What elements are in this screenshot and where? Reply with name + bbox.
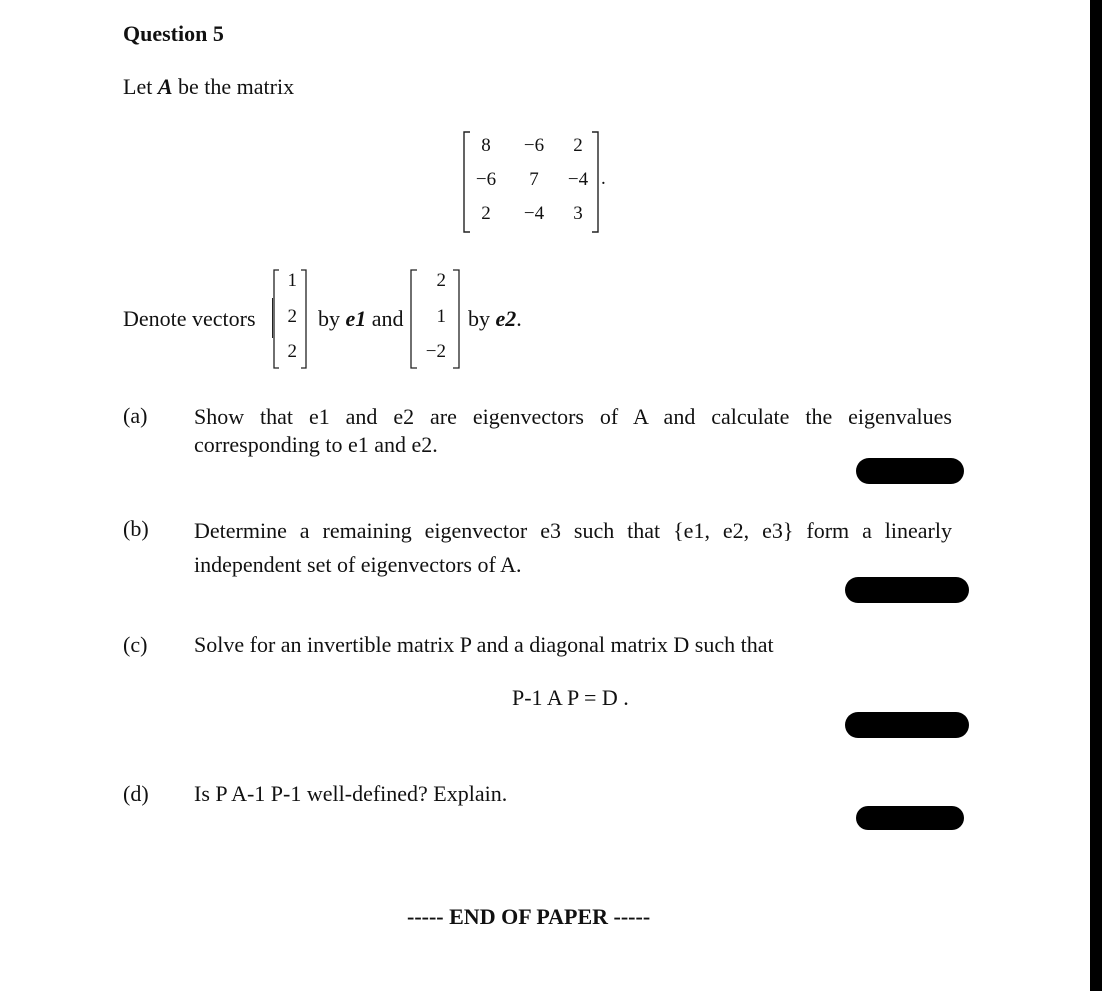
redaction-mark <box>845 712 969 738</box>
matrix-a <box>462 130 622 234</box>
vector-e1-cell: 2 <box>287 341 297 362</box>
redaction-mark <box>856 458 964 484</box>
part-c-equation: P-1 A P = D . <box>512 685 629 710</box>
by-e2 <box>468 306 522 332</box>
part-d-text: Is P A-1 P-1 well-defined? Explain. <box>194 781 508 806</box>
vector-e1-cell: 1 <box>287 270 297 291</box>
e1-label: e1 <box>345 306 367 331</box>
part-b-text-content: Determine a remaining eigenvector e3 such that {e1, e2, e3} form a linearly independent set of eigenvectors of A. <box>194 518 952 577</box>
part-a-label: (a) <box>123 403 148 428</box>
vector-e1-cell: 2 <box>287 306 297 327</box>
vector-e2-cell: 1 <box>436 306 446 327</box>
vector-e2 <box>408 268 464 370</box>
matrix-a-cell: −4 <box>523 203 545 224</box>
part-a-text <box>194 403 952 459</box>
part-c-text: Solve for an invertible matrix P and a diagonal matrix D such that <box>194 632 774 657</box>
by-e1-and <box>318 306 404 332</box>
matrix-a-cell: 8 <box>481 135 491 156</box>
matrix-a-cell: −6 <box>475 169 497 190</box>
vector-e1-inner-rule <box>272 298 273 338</box>
matrix-a-cell: 7 <box>529 169 539 190</box>
by-word: by <box>468 306 490 331</box>
intro-prefix: Let <box>123 74 158 99</box>
redaction-mark <box>845 577 969 603</box>
matrix-a-cell: 2 <box>573 135 583 156</box>
vectors-period: . <box>516 306 522 331</box>
part-b-text <box>194 514 952 582</box>
page-edge-shadow <box>1090 0 1102 991</box>
matrix-a-cell: −6 <box>523 135 545 156</box>
part-c-label: (c) <box>123 632 148 657</box>
by-word: by <box>318 306 340 331</box>
and-word: and <box>371 306 404 331</box>
vector-e2-cell: −2 <box>425 341 446 362</box>
e2-label: e2 <box>495 306 517 331</box>
part-a-text-content: Show that e1 and e2 are eigenvectors of A and calculate the eigenvalues corresponding to e1 and e2. <box>194 404 952 457</box>
matrix-a-cell: −4 <box>567 169 589 190</box>
denote-label: Denote vectors <box>123 306 256 331</box>
end-of-paper: ----- END OF PAPER ----- <box>407 904 651 929</box>
intro-var-a: A <box>157 74 173 99</box>
intro-suffix: be the matrix <box>172 74 295 99</box>
redaction-mark <box>856 806 964 830</box>
part-d-label: (d) <box>123 781 149 806</box>
matrix-a-cell: 3 <box>573 203 583 224</box>
matrix-a-period: . <box>601 168 606 189</box>
vector-e2-cell: 2 <box>436 270 446 291</box>
intro-line <box>123 74 294 100</box>
part-b-label: (b) <box>123 516 149 541</box>
question-title: Question 5 <box>123 21 224 46</box>
matrix-a-cell: 2 <box>481 203 491 224</box>
